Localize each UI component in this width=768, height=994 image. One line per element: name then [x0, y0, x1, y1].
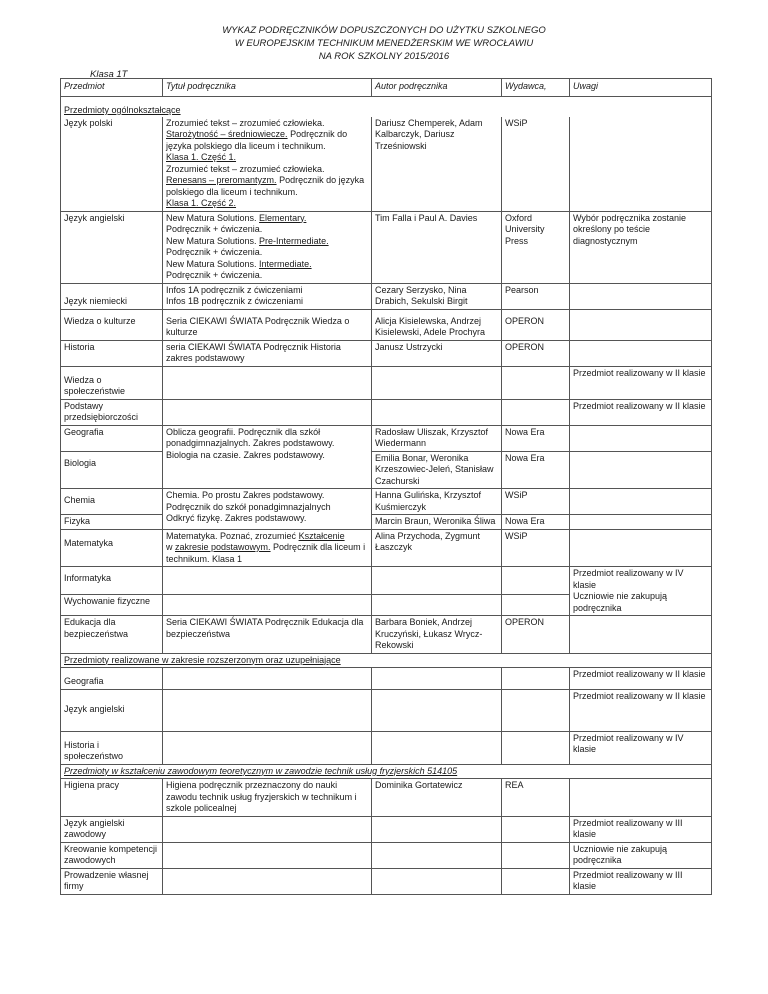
- notes-cell: Wybór podręcznika zostanie określony po teście diagnostycznym: [570, 211, 712, 283]
- title-cell: [163, 868, 372, 894]
- section-vocational: [61, 764, 712, 779]
- author-cell: Emilia Bonar, Weronika Krzeszowiec-Jeleń, Stanisław Czachurski: [372, 451, 502, 489]
- table-row: [61, 515, 712, 530]
- publisher-cell: [502, 595, 570, 616]
- spacer-row: [61, 97, 712, 106]
- title-cell: [163, 117, 372, 212]
- title-cell: [163, 567, 372, 595]
- section-extended: [61, 653, 712, 668]
- publisher-cell: Nowa Era: [502, 451, 570, 489]
- subject-cell: Fizyka: [61, 515, 163, 530]
- publisher-cell: [502, 399, 570, 425]
- author-cell: [372, 842, 502, 868]
- title-text: Infos 1A podręcznik z ćwiczeniami: [166, 284, 303, 295]
- table-row: [61, 117, 712, 212]
- notes-cell: Uczniowie nie zakupują podręcznika: [570, 842, 712, 868]
- title-cell: [163, 731, 372, 764]
- table-row: [61, 816, 712, 842]
- notes-cell: [570, 489, 712, 515]
- author-cell: Cezary Serzysko, Nina Drabich, Sekulski Birgit: [372, 283, 502, 309]
- title-text: Zrozumieć tekst – zrozumieć człowieka.: [166, 163, 325, 174]
- author-cell: [372, 399, 502, 425]
- table-row: [61, 616, 712, 654]
- publisher-cell: WSiP: [502, 489, 570, 515]
- subject-cell: Język angielski: [61, 689, 163, 731]
- subject-cell: Biologia: [61, 451, 163, 489]
- table-row: [61, 425, 712, 451]
- subject-cell: Język angielski: [61, 211, 163, 283]
- title-text: w: [166, 542, 175, 552]
- notes-cell: Przedmiot realizowany w II klasie: [570, 689, 712, 731]
- title-cell: [163, 668, 372, 690]
- author-cell: Alicja Kisielewska, Andrzej Kisielewski, Adele Prochyra: [372, 309, 502, 340]
- notes-cell: Przedmiot realizowany w III klasie: [570, 868, 712, 894]
- table-row: [61, 842, 712, 868]
- title-text: New Matura Solutions.: [166, 258, 260, 269]
- title-line-3: NA ROK SZKOLNY 2015/2016: [318, 51, 450, 62]
- author-cell: Dominika Gortatewicz: [372, 779, 502, 817]
- title-text: Podręcznik + ćwiczenia.: [166, 224, 263, 234]
- notes-cell: Przedmiot realizowany w IV klasie: [570, 731, 712, 764]
- notes-cell: Przedmiot realizowany w III klasie: [570, 816, 712, 842]
- author-cell: [372, 816, 502, 842]
- header-subject: Przedmiot: [61, 79, 163, 97]
- notes-cell: [570, 283, 712, 309]
- author-cell: Alina Przychoda, Zygmunt Łaszczyk: [372, 529, 502, 567]
- title-cell: Seria CIEKAWI ŚWIATA Podręcznik Edukacja dla bezpieczeństwa: [163, 616, 372, 654]
- title-text: Renesans – preromantyzm.: [166, 175, 277, 185]
- notes-text: Uczniowie nie zakupują podręcznika: [573, 591, 668, 613]
- title-text: Odkryć fizykę. Zakres podstawowy.: [166, 513, 307, 523]
- notes-cell: Przedmiot realizowany w II klasie: [570, 366, 712, 399]
- publisher-cell: [502, 366, 570, 399]
- notes-cell: [570, 309, 712, 340]
- title-text: zakresie podstawowym.: [175, 542, 271, 552]
- header-publisher: Wydawca,: [502, 79, 570, 97]
- title-text: Podręcznik do języka polskiego dla liceum i technikum.: [166, 129, 348, 151]
- subject-cell: Wiedza o kulturze: [61, 309, 163, 340]
- title-cell: Seria CIEKAWI ŚWIATA Podręcznik Wiedza o kulturze: [163, 309, 372, 340]
- author-cell: [372, 689, 502, 731]
- table-header-row: [61, 79, 712, 97]
- subject-cell: Historia i społeczeństwo: [61, 731, 163, 764]
- subject-cell: Informatyka: [61, 567, 163, 595]
- notes-cell: Przedmiot realizowany w II klasie: [570, 668, 712, 690]
- notes-cell: [570, 567, 712, 616]
- author-cell: Marcin Braun, Weronika Śliwa: [372, 515, 502, 530]
- class-label: Klasa 1T: [90, 69, 128, 80]
- publisher-cell: WSiP: [502, 117, 570, 212]
- author-cell: Hanna Gulińska, Krzysztof Kuśmierczyk: [372, 489, 502, 515]
- publisher-cell: [502, 668, 570, 690]
- title-text: Intermediate.: [259, 258, 312, 269]
- author-cell: [372, 366, 502, 399]
- table-row: [61, 731, 712, 764]
- title-text: Podręcznik + ćwiczenia.: [166, 270, 263, 280]
- title-line-1: WYKAZ PODRĘCZNIKÓW DOPUSZCZONYCH DO UŻYTKU SZKOLNEGO: [222, 25, 546, 36]
- title-text: Klasa 1. Część 1.: [166, 152, 237, 162]
- publisher-cell: REA: [502, 779, 570, 817]
- title-text: New Matura Solutions.: [166, 212, 260, 223]
- subject-cell: Język polski: [61, 117, 163, 212]
- title-text: Chemia. Po prostu Zakres podstawowy. Podręcznik do szkół ponadgimnazjalnych: [166, 490, 331, 512]
- title-text: Zrozumieć tekst – zrozumieć człowieka.: [166, 117, 325, 128]
- title-line-2: W EUROPEJSKIM TECHNIKUM MENEDŻERSKIM WE WROCŁAWIU: [234, 38, 534, 49]
- title-text: Podręcznik + ćwiczenia.: [166, 247, 263, 257]
- publisher-cell: [502, 689, 570, 731]
- author-cell: Dariusz Chemperek, Adam Kalbarczyk, Dariusz Trześniowski: [372, 117, 502, 212]
- table-row: [61, 211, 712, 283]
- notes-cell: [570, 529, 712, 567]
- title-cell: [163, 399, 372, 425]
- subject-cell: Historia: [61, 340, 163, 366]
- table-row: [61, 399, 712, 425]
- subject-cell: Wychowanie fizyczne: [61, 595, 163, 616]
- author-cell: [372, 668, 502, 690]
- title-text: Elementary.: [259, 212, 307, 223]
- title-cell: Higiena podręcznik przeznaczony do nauki zawodu technik usług fryzjerskich w technikum i szkole policealnej: [163, 779, 372, 817]
- title-cell: [163, 816, 372, 842]
- author-cell: [372, 868, 502, 894]
- title-text: Kształcenie: [298, 530, 345, 541]
- section-general: [61, 105, 712, 117]
- publisher-cell: [502, 816, 570, 842]
- author-cell: [372, 595, 502, 616]
- publisher-cell: OPERON: [502, 309, 570, 340]
- table-row: [61, 689, 712, 731]
- table-row: [61, 567, 712, 595]
- publisher-cell: [502, 567, 570, 595]
- table-row: [61, 366, 712, 399]
- table-row: [61, 868, 712, 894]
- title-text: Oblicza geografii. Podręcznik dla szkół ponadgimnazjalnych. Zakres podstawowy.: [166, 426, 335, 448]
- title-cell: [163, 211, 372, 283]
- publisher-cell: [502, 868, 570, 894]
- title-text: Matematyka. Poznać, zrozumieć: [166, 530, 299, 541]
- title-text: Podręcznik do języka polskiego dla liceum i technikum.: [166, 175, 365, 197]
- notes-cell: [570, 779, 712, 817]
- table-row: [61, 283, 712, 309]
- title-cell: [163, 366, 372, 399]
- title-cell: seria CIEKAWI ŚWIATA Podręcznik Historia zakres podstawowy: [163, 340, 372, 366]
- publisher-cell: WSiP: [502, 529, 570, 567]
- document-title: [0, 24, 768, 63]
- notes-cell: Przedmiot realizowany w II klasie: [570, 399, 712, 425]
- title-text: Podręcznik dla liceum i technikum. Klasa 1: [166, 542, 366, 564]
- title-cell: [163, 689, 372, 731]
- title-text: Biologia na czasie. Zakres podstawowy.: [166, 449, 325, 460]
- publisher-cell: [502, 842, 570, 868]
- author-cell: Tim Falla i Paul A. Davies: [372, 211, 502, 283]
- author-cell: Radosław Uliszak, Krzysztof Wiedermann: [372, 425, 502, 451]
- subject-cell: Kreowanie kompetencji zawodowych: [61, 842, 163, 868]
- section-vocational-label: Przedmioty w kształceniu zawodowym teoretycznym w zawodzie technik usług fryzjerskich 514105: [64, 765, 458, 776]
- notes-cell: [570, 340, 712, 366]
- author-cell: Barbara Boniek, Andrzej Kruczyński, Łukasz Wrycz-Rekowski: [372, 616, 502, 654]
- subject-cell: Język angielski zawodowy: [61, 816, 163, 842]
- publisher-cell: Nowa Era: [502, 425, 570, 451]
- notes-cell: [570, 616, 712, 654]
- textbook-table: [60, 78, 712, 895]
- subject-cell: Matematyka: [61, 529, 163, 567]
- title-text: Klasa 1. Część 2.: [166, 198, 237, 208]
- subject-cell: [61, 283, 163, 309]
- publisher-cell: Nowa Era: [502, 515, 570, 530]
- author-cell: [372, 567, 502, 595]
- table-row: [61, 668, 712, 690]
- table-row: [61, 489, 712, 515]
- table-row: [61, 779, 712, 817]
- title-cell: [163, 425, 372, 489]
- title-cell: [163, 283, 372, 309]
- subject-text: Język niemiecki: [64, 295, 128, 306]
- title-text: Starożytność – średniowiecze.: [166, 129, 288, 139]
- notes-cell: [570, 451, 712, 489]
- table-row: [61, 529, 712, 567]
- title-cell: [163, 489, 372, 530]
- subject-cell: Podstawy przedsiębiorczości: [61, 399, 163, 425]
- title-text: New Matura Solutions.: [166, 235, 260, 246]
- title-cell: [163, 595, 372, 616]
- author-cell: Janusz Ustrzycki: [372, 340, 502, 366]
- title-text: Infos 1B podręcznik z ćwiczeniami: [166, 296, 304, 306]
- title-cell: [163, 842, 372, 868]
- subject-cell: Geografia: [61, 668, 163, 690]
- subject-cell: Geografia: [61, 425, 163, 451]
- table-row: [61, 451, 712, 489]
- author-cell: [372, 731, 502, 764]
- notes-cell: [570, 515, 712, 530]
- subject-cell: Higiena pracy: [61, 779, 163, 817]
- subject-cell: Chemia: [61, 489, 163, 515]
- header-title: Tytuł podręcznika: [163, 79, 372, 97]
- publisher-cell: OPERON: [502, 340, 570, 366]
- notes-text: Przedmiot realizowany w IV klasie: [573, 568, 684, 590]
- subject-cell: Wiedza o społeczeństwie: [61, 366, 163, 399]
- title-text: Pre-Intermediate.: [259, 235, 329, 246]
- subject-cell: Edukacja dla bezpieczeństwa: [61, 616, 163, 654]
- publisher-cell: OPERON: [502, 616, 570, 654]
- publisher-cell: [502, 731, 570, 764]
- header-notes: Uwagi: [570, 79, 712, 97]
- publisher-cell: Oxford University Press: [502, 211, 570, 283]
- notes-cell: [570, 117, 712, 212]
- section-general-label: Przedmioty ogólnokształcące: [64, 105, 181, 115]
- section-extended-label: Przedmioty realizowane w zakresie rozszerzonym oraz uzupełniające: [64, 654, 341, 665]
- title-cell: [163, 529, 372, 567]
- publisher-cell: Pearson: [502, 283, 570, 309]
- header-author: Autor podręcznika: [372, 79, 502, 97]
- subject-cell: Prowadzenie własnej firmy: [61, 868, 163, 894]
- table-row: [61, 340, 712, 366]
- notes-cell: [570, 425, 712, 451]
- table-row: [61, 309, 712, 340]
